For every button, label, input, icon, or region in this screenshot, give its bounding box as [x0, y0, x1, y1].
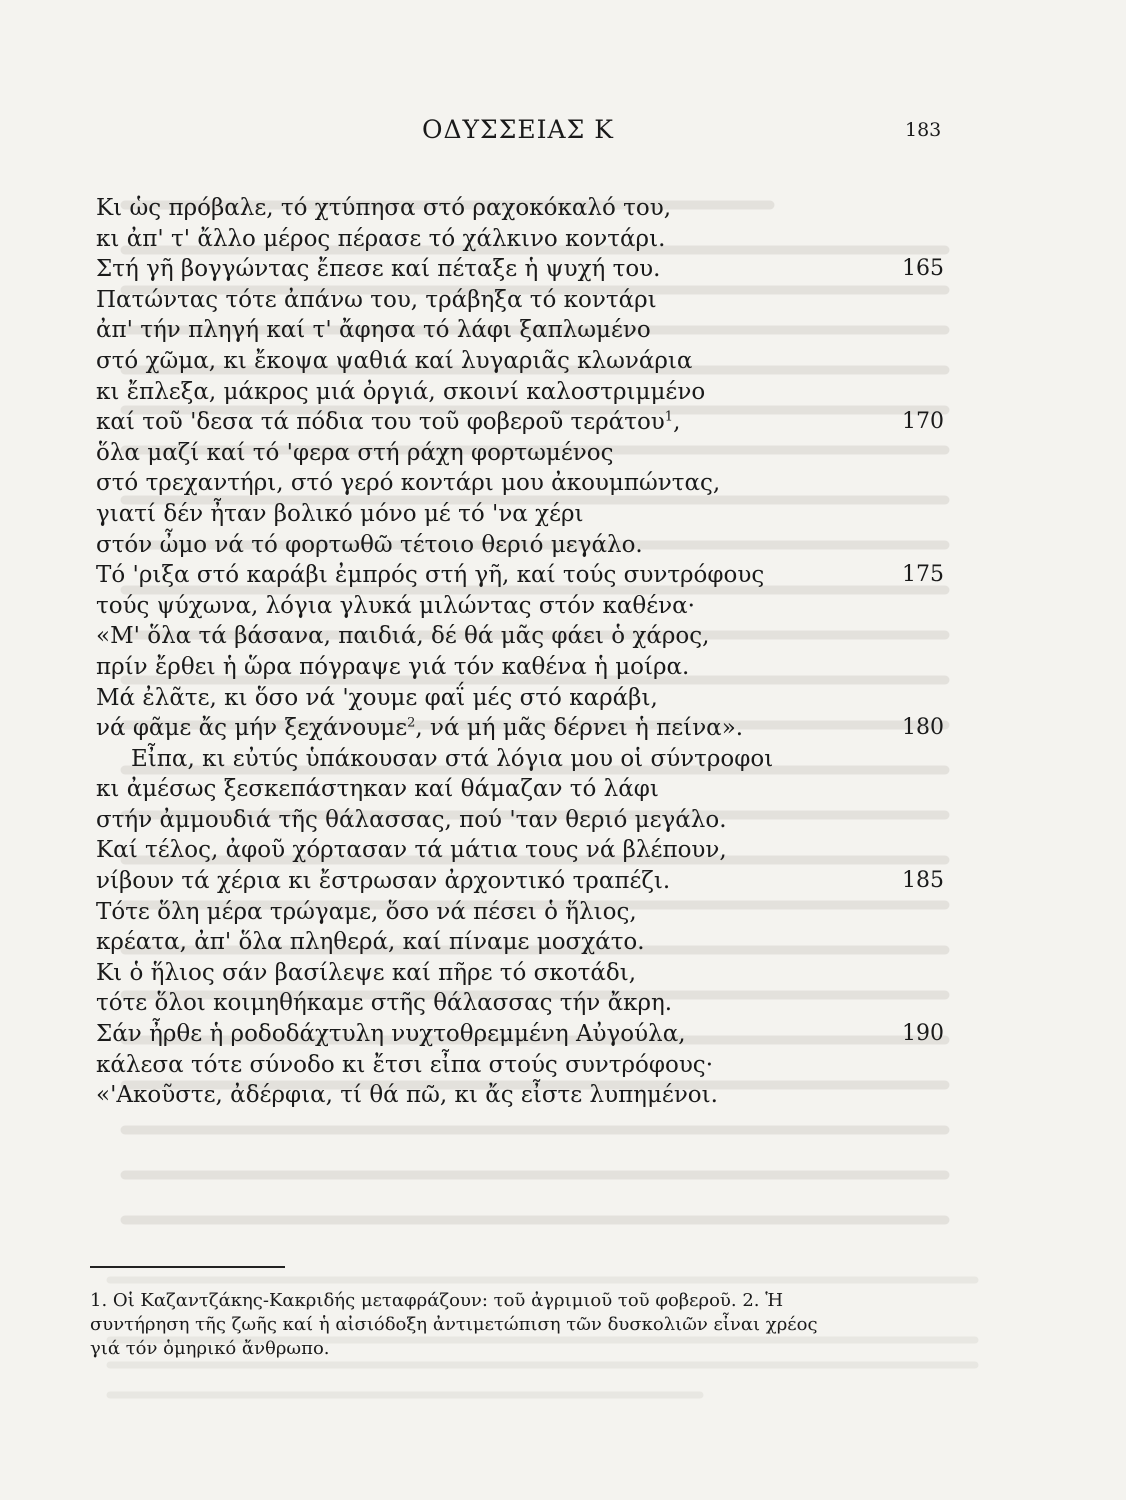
- line-number: 185: [902, 868, 944, 894]
- poem-line-text: [96, 317, 651, 343]
- poem-line: [96, 499, 956, 530]
- poem-line-words: Κι ὁ ἥλιος σάν βασίλεψε καί πῆρε τό σκοτάδι,: [96, 959, 637, 986]
- poem-line-words: τούς ψύχωνα, λόγια γλυκά μιλώντας στόν καθένα·: [96, 592, 695, 619]
- poem-line: [96, 988, 956, 1019]
- footnote-marker: 1: [664, 409, 674, 425]
- poem-line-words: «Μ' ὅλα τά βάσανα, παιδιά, δέ θά μᾶς φάει ὁ χάρος,: [96, 623, 710, 650]
- poem-line: [96, 346, 956, 377]
- poem-line: [96, 897, 956, 928]
- poem-line: [96, 1019, 956, 1050]
- poem-line-continuation: , νά μή μᾶς δέρνει ἡ πείνα».: [415, 715, 744, 742]
- poem-line-text: [96, 593, 695, 619]
- poem-line-text: [96, 623, 709, 649]
- poem-line-words: Καί τέλος, ἀφοῦ χόρτασαν τά μάτια τους νά βλέπουν,: [96, 837, 727, 864]
- poem-line-text: [96, 562, 764, 588]
- poem-line-words: ὅλα μαζί καί τό 'φερα στή ράχη φορτωμένος: [96, 439, 614, 466]
- poem-line-words: Στή γῆ βογγώντας ἔπεσε καί πέταξε ἡ ψυχή του.: [96, 256, 661, 283]
- poem-line-words: καί τοῦ 'δεσα τά πόδια του τοῦ φοβεροῦ τεράτου: [96, 409, 665, 436]
- poem-line-text: [96, 470, 720, 496]
- poem-line-words: «'Ακοῦστε, ἀδέρφια, τί θά πῶ, κι ἄς εἶστε λυπημένοι.: [96, 1082, 718, 1109]
- poem-line-words: πρίν ἔρθει ἡ ὥρα πόγραψε γιά τόν καθένα ἡ μοίρα.: [96, 653, 690, 680]
- poem-line-text: [96, 715, 743, 741]
- poem-line: [96, 224, 956, 255]
- line-number: 165: [902, 256, 944, 282]
- poem-line-text: [96, 899, 637, 925]
- poem-line-text: [96, 654, 689, 680]
- poem-line-words: κάλεσα τότε σύνοδο κι ἔτσι εἶπα στούς συντρόφους·: [96, 1051, 714, 1078]
- poem-text: [96, 193, 956, 1111]
- poem-line: [96, 652, 956, 683]
- poem-line-words: στό χῶμα, κι ἔκοψα ψαθιά καί λυγαριᾶς κλωνάρια: [96, 347, 693, 374]
- poem-line-words: νά φᾶμε ἄς μήν ξεχάνουμε: [96, 715, 408, 742]
- poem-line-text: [96, 287, 657, 313]
- poem-line-text: [96, 256, 660, 282]
- poem-line-text: [96, 1052, 713, 1078]
- page-number: 183: [905, 119, 942, 141]
- poem-line: [96, 805, 956, 836]
- poem-line: [96, 958, 956, 989]
- poem-line-words: στήν ἀμμουδιά τῆς θάλασσας, πού 'ταν θεριό μεγάλο.: [96, 806, 727, 833]
- line-number: 190: [902, 1021, 944, 1047]
- poem-line-text: [96, 195, 671, 221]
- poem-line: [96, 193, 956, 224]
- poem-line-text: [96, 532, 643, 558]
- poem-line: [96, 285, 956, 316]
- poem-line: [96, 1080, 956, 1111]
- poem-line-continuation: ,: [673, 409, 681, 436]
- poem-line-text: [96, 440, 614, 466]
- poem-line-words: γιατί δέν ἦταν βολικό μόνο μέ τό 'να χέρι: [96, 500, 584, 527]
- poem-line-words: Τότε ὅλη μέρα τρώγαμε, ὅσο νά πέσει ὁ ἥλιος,: [96, 898, 637, 925]
- poem-line: [96, 1050, 956, 1081]
- poem-line: [96, 683, 956, 714]
- poem-line-text: [96, 868, 670, 894]
- poem-line-words: νίβουν τά χέρια κι ἔστρωσαν ἀρχοντικό τραπέζι.: [96, 868, 671, 895]
- poem-line-words: κι ἔπλεξα, μάκρος μιά ὀργιά, σκοινί καλοστριμμένο: [96, 378, 706, 405]
- poem-line-text: [96, 379, 705, 405]
- poem-line-text: [96, 929, 645, 955]
- poem-line-text: [96, 1021, 686, 1047]
- poem-line: [96, 774, 956, 805]
- poem-line: [96, 315, 956, 346]
- poem-line-text: [96, 501, 584, 527]
- poem-line-words: ἀπ' τήν πληγή καί τ' ἄφησα τό λάφι ξαπλωμένο: [96, 317, 651, 344]
- footnote-marker: 2: [407, 715, 416, 731]
- running-title: ΟΔΥΣΣΕΙΑΣ Κ: [422, 115, 614, 144]
- line-number: 175: [902, 562, 944, 588]
- poem-line-text: [96, 837, 727, 863]
- poem-line: [96, 254, 956, 285]
- poem-line: [96, 407, 956, 438]
- poem-line: [96, 621, 956, 652]
- poem-line-words: Πατώντας τότε ἀπάνω του, τράβηξα τό κοντάρι: [96, 286, 657, 313]
- poem-line-text: [96, 960, 636, 986]
- poem-line: [96, 438, 956, 469]
- poem-line-words: στό τρεχαντήρι, στό γερό κοντάρι μου ἀκουμπώντας,: [96, 470, 721, 497]
- poem-line-words: κρέατα, ἀπ' ὅλα πληθερά, καί πίναμε μοσχάτο.: [96, 929, 645, 956]
- poem-line-words: Εἶπα, κι εὐτύς ὑπάκουσαν στά λόγια μου οἱ σύντροφοι: [131, 745, 774, 772]
- poem-line-text: [96, 348, 692, 374]
- poem-line-text: [96, 746, 773, 772]
- poem-line: [96, 713, 956, 744]
- page-header: [0, 115, 1126, 155]
- poem-line-text: [96, 807, 727, 833]
- footnote-line: 1. Οἱ Καζαντζάκης-Κακριδής μεταφράζουν: τοῦ ἀγριμιοῦ τοῦ φοβεροῦ. 2. Ἡ: [90, 1290, 784, 1311]
- poem-line: [96, 377, 956, 408]
- line-number: 170: [902, 409, 944, 435]
- poem-line: [96, 468, 956, 499]
- poem-line: [96, 744, 956, 775]
- footnotes: [90, 1289, 940, 1361]
- poem-line-words: Μά ἐλᾶτε, κι ὅσο νά 'χουμε φαΐ μές στό καράβι,: [96, 684, 658, 711]
- poem-line-words: Τό 'ριξα στό καράβι ἐμπρός στή γῆ, καί τούς συντρόφους: [96, 562, 765, 589]
- poem-line-text: [96, 226, 665, 252]
- poem-line-words: στόν ὦμο νά τό φορτωθῶ τέτοιο θεριό μεγάλο.: [96, 531, 643, 558]
- poem-line: [96, 530, 956, 561]
- poem-line-words: Κι ὡς πρόβαλε, τό χτύπησα στό ραχοκόκαλό του,: [96, 195, 671, 221]
- poem-line-text: [96, 409, 680, 435]
- footnote-divider: [90, 1266, 285, 1268]
- poem-line: [96, 866, 956, 897]
- poem-line-words: κι ἀμέσως ξεσκεπάστηκαν καί θάμαζαν τό λάφι: [96, 776, 659, 803]
- poem-line-words: τότε ὅλοι κοιμηθήκαμε στῆς θάλασσας τήν ἄκρη.: [96, 990, 673, 1017]
- poem-line: [96, 835, 956, 866]
- poem-line: [96, 927, 956, 958]
- poem-line-text: [96, 685, 658, 711]
- poem-line: [96, 560, 956, 591]
- poem-line-text: [96, 776, 659, 802]
- poem-line-words: Σάν ἦρθε ἡ ροδοδάχτυλη νυχτοθρεμμένη Αὐγούλα,: [96, 1021, 686, 1048]
- poem-line-text: [96, 1082, 718, 1108]
- line-number: 180: [902, 715, 944, 741]
- footnote-line: συντήρηση τῆς ζωῆς καί ἡ αἰσιόδοξη ἀντιμετώπιση τῶν δυσκολιῶν εἶναι χρέος: [90, 1314, 818, 1335]
- footnote-line: γιά τόν ὁμηρικό ἄνθρωπο.: [90, 1338, 330, 1359]
- poem-line: [96, 591, 956, 622]
- poem-line-text: [96, 990, 672, 1016]
- poem-line-words: κι ἀπ' τ' ἄλλο μέρος πέρασε τό χάλκινο κοντάρι.: [96, 225, 666, 252]
